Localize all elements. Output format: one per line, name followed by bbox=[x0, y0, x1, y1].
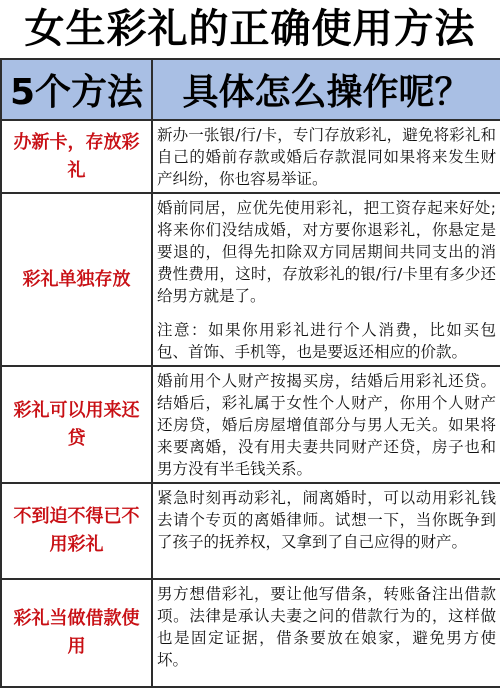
table-row bbox=[1, 483, 500, 579]
methods-table bbox=[0, 58, 500, 688]
description-text: 婚前同居，应优先使用彩礼，把工资存起来好处;将来你们没结成婚，对方要你退彩礼，你悬定是要退的，但得先扣除双方同居期间共同支出的消费性费用，这时，存放彩礼的银/行/卡里有多少还给男方就是了。 bbox=[157, 199, 496, 305]
description-note: 注意：如果你用彩礼进行个人消费，比如买包包、首饰、手机等，也是要返还相应的价款。 bbox=[157, 321, 496, 361]
table-row bbox=[1, 366, 500, 483]
method-cell: 不到迫不得已不用彩礼 bbox=[1, 483, 152, 579]
method-cell: 办新卡，存放彩礼 bbox=[1, 120, 152, 193]
description-text: 新办一张银/行/卡，专门存放彩礼，避免将彩礼和自己的婚前存款或婚后存款混同如果将来发生财产纠纷，你也容易举证。 bbox=[157, 126, 496, 188]
method-cell: 彩礼可以用来还贷 bbox=[1, 366, 152, 483]
method-cell: 彩礼当做借款使用 bbox=[1, 579, 152, 687]
description-cell bbox=[152, 579, 500, 687]
description-text: 婚前用个人财产按揭买房，结婚后用彩礼还贷。结婚后，彩礼属于女性个人财产，你用个人财产还房贷，婚后房屋增值部分与男人无关。如果将来要离婚，没有用夫妻共同财产还贷，房子也和男方没有半毛钱关系。 bbox=[157, 372, 496, 478]
table-header-row bbox=[1, 59, 500, 120]
header-how-to: 具体怎么操作呢？ bbox=[152, 59, 500, 120]
description-cell bbox=[152, 120, 500, 193]
header-methods: 5个方法 bbox=[1, 59, 152, 120]
method-cell: 彩礼单独存放 bbox=[1, 193, 152, 366]
description-text: 男方想借彩礼，要让他写借条，转账备注出借款项。法律是承认夫妻之问的借款行为的，这样做也是固定证据，借条要放在娘家，避免男方使坏。 bbox=[157, 585, 496, 669]
description-cell bbox=[152, 483, 500, 579]
description-cell bbox=[152, 366, 500, 483]
table-row bbox=[1, 120, 500, 193]
table-row bbox=[1, 193, 500, 366]
description-cell bbox=[152, 193, 500, 366]
table-row bbox=[1, 579, 500, 687]
description-text: 紧急时刻再动彩礼，闹离婚时，可以动用彩礼钱去请个专页的离婚律师。试想一下，当你既争到了孩子的抚养权，又拿到了自己应得的财产。 bbox=[157, 489, 496, 551]
page-title: 女生彩礼的正确使用方法 bbox=[24, 6, 476, 52]
